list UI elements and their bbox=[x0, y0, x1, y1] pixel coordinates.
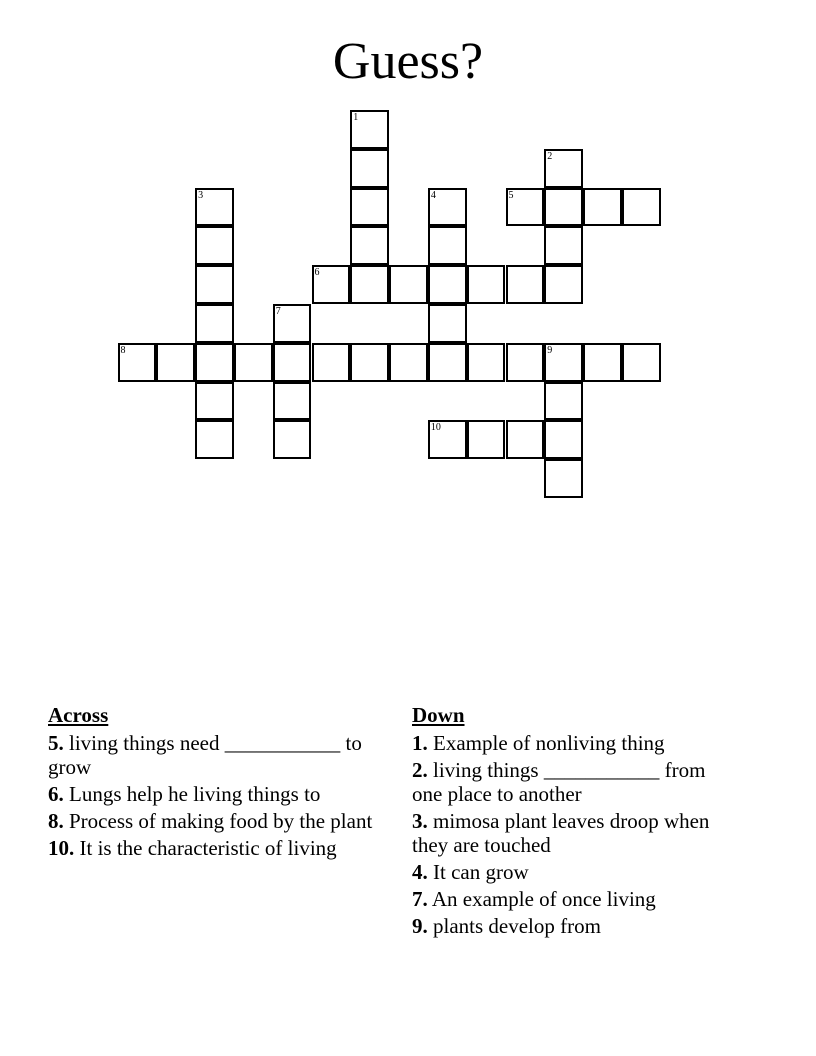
grid-cell[interactable] bbox=[506, 265, 545, 304]
grid-cell[interactable] bbox=[195, 343, 234, 382]
grid-cell[interactable] bbox=[273, 343, 312, 382]
across-clue bbox=[48, 782, 378, 806]
grid-cell[interactable] bbox=[350, 149, 389, 188]
across-clue bbox=[48, 731, 378, 779]
grid-cell[interactable] bbox=[428, 188, 467, 227]
clue-text: It can grow bbox=[433, 860, 529, 884]
across-clue bbox=[48, 809, 378, 833]
grid-cell[interactable] bbox=[118, 343, 157, 382]
grid-cell[interactable] bbox=[273, 382, 312, 421]
clue-text: Lungs help he living things to bbox=[69, 782, 321, 806]
clue-number: 6. bbox=[48, 782, 64, 806]
grid-cell[interactable] bbox=[544, 226, 583, 265]
grid-cell[interactable] bbox=[544, 420, 583, 459]
clue-text: It is the characteristic of living bbox=[79, 836, 337, 860]
clue-number: 10. bbox=[48, 836, 75, 860]
cell-number: 5 bbox=[508, 189, 514, 201]
down-clue bbox=[412, 809, 722, 857]
clue-number: 9. bbox=[412, 914, 428, 938]
cell-number: 10 bbox=[430, 422, 441, 434]
grid-cell[interactable] bbox=[273, 420, 312, 459]
page-title: Guess? bbox=[332, 33, 484, 90]
down-clue bbox=[412, 887, 722, 911]
cell-number: 7 bbox=[275, 306, 281, 317]
clue-number: 4. bbox=[412, 860, 428, 884]
down-clues bbox=[412, 703, 722, 941]
cell-number: 6 bbox=[314, 267, 320, 279]
grid-cell[interactable] bbox=[506, 420, 545, 459]
clue-number: 1. bbox=[412, 731, 428, 755]
grid-cell[interactable] bbox=[467, 343, 506, 382]
grid-cell[interactable] bbox=[544, 343, 583, 382]
clue-number: 7. bbox=[412, 887, 428, 911]
grid-cell[interactable] bbox=[350, 265, 389, 304]
grid-cell[interactable] bbox=[195, 420, 234, 459]
grid-cell[interactable] bbox=[389, 265, 428, 304]
grid-cell[interactable] bbox=[583, 343, 622, 382]
cell-number: 3 bbox=[198, 189, 204, 201]
grid-cell[interactable] bbox=[428, 343, 467, 382]
grid-cell[interactable] bbox=[350, 343, 389, 382]
grid-cell[interactable] bbox=[428, 304, 467, 343]
grid-cell[interactable] bbox=[389, 343, 428, 382]
grid-cell[interactable] bbox=[156, 343, 195, 382]
cell-number: 2 bbox=[547, 150, 553, 162]
grid-cell[interactable] bbox=[544, 382, 583, 421]
grid-cell[interactable] bbox=[467, 420, 506, 459]
grid-cell[interactable] bbox=[544, 459, 583, 498]
clue-number: 3. bbox=[412, 809, 428, 833]
clue-number: 5. bbox=[48, 731, 64, 755]
clue-text: An example of once living bbox=[431, 887, 656, 911]
down-clue bbox=[412, 860, 722, 884]
clue-text: Process of making food by the plant bbox=[69, 809, 373, 833]
cell-number: 4 bbox=[430, 189, 436, 201]
grid-cell[interactable] bbox=[428, 265, 467, 304]
down-heading: Down bbox=[412, 703, 465, 727]
cell-number: 9 bbox=[547, 344, 553, 356]
grid-cell[interactable] bbox=[506, 343, 545, 382]
grid-cell[interactable] bbox=[428, 226, 467, 265]
grid-cell[interactable] bbox=[273, 304, 312, 343]
across-clues bbox=[48, 703, 378, 863]
grid-cell[interactable] bbox=[583, 188, 622, 227]
grid-cell[interactable] bbox=[622, 343, 661, 382]
grid-cell[interactable] bbox=[350, 188, 389, 227]
grid-cell[interactable] bbox=[467, 265, 506, 304]
grid-cell[interactable] bbox=[195, 188, 234, 227]
clue-text: Example of nonliving thing bbox=[433, 731, 665, 755]
across-clue bbox=[48, 836, 378, 860]
down-clue bbox=[412, 731, 722, 755]
cell-number: 8 bbox=[120, 344, 126, 356]
down-clue bbox=[412, 758, 722, 806]
grid-cell[interactable] bbox=[312, 265, 351, 304]
grid-cell[interactable] bbox=[428, 420, 467, 459]
grid-cell[interactable] bbox=[195, 265, 234, 304]
grid-cell[interactable] bbox=[195, 226, 234, 265]
grid-cell[interactable] bbox=[195, 304, 234, 343]
crossword-grid bbox=[0, 0, 816, 520]
grid-cell[interactable] bbox=[544, 265, 583, 304]
cell-number: 1 bbox=[353, 112, 359, 123]
clue-number: 8. bbox=[48, 809, 64, 833]
grid-cell[interactable] bbox=[544, 188, 583, 227]
clue-text: living things need ___________ to grow bbox=[48, 731, 362, 779]
grid-cell[interactable] bbox=[506, 188, 545, 227]
grid-cell[interactable] bbox=[350, 110, 389, 149]
across-heading: Across bbox=[48, 703, 109, 727]
clue-text: mimosa plant leaves droop when they are touched bbox=[412, 809, 710, 857]
clue-text: living things ___________ from one place to another bbox=[412, 758, 706, 806]
clue-number: 2. bbox=[412, 758, 428, 782]
clue-text: plants develop from bbox=[433, 914, 601, 938]
grid-cell[interactable] bbox=[312, 343, 351, 382]
grid-cell[interactable] bbox=[195, 382, 234, 421]
down-clue bbox=[412, 914, 722, 938]
grid-cell[interactable] bbox=[622, 188, 661, 227]
grid-cell[interactable] bbox=[350, 226, 389, 265]
grid-cell[interactable] bbox=[544, 149, 583, 188]
grid-cell[interactable] bbox=[234, 343, 273, 382]
